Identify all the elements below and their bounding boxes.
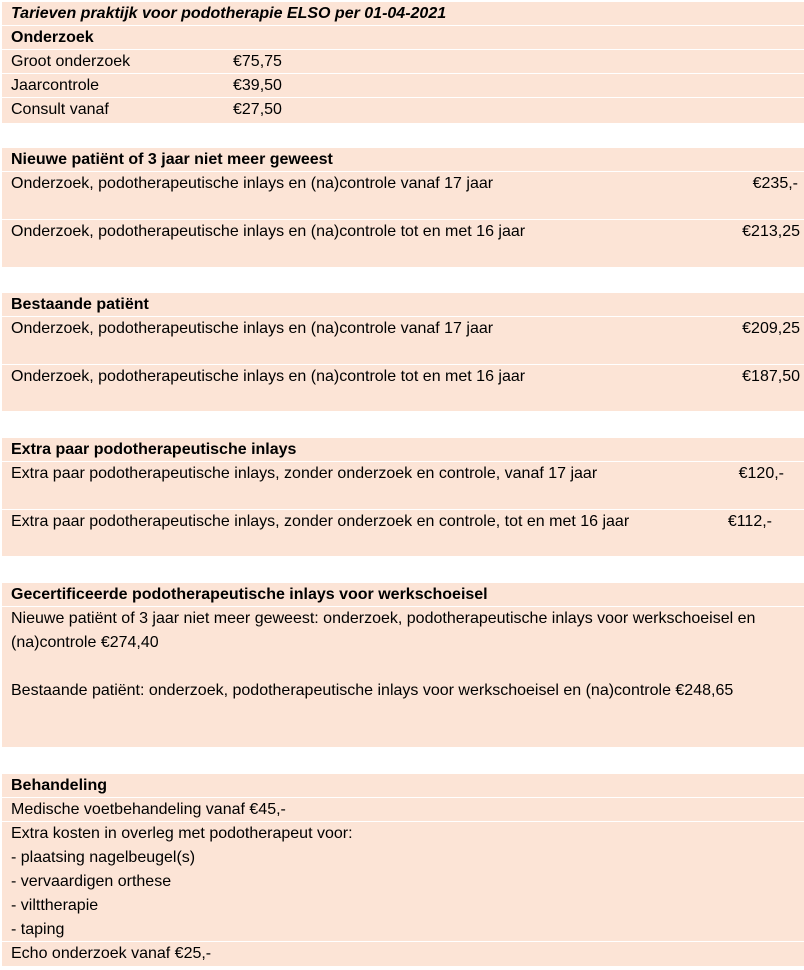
item-price: €39,50 bbox=[233, 77, 282, 94]
item-label: Extra paar podotherapeutische inlays, zonder onderzoek en controle, vanaf 17 jaar bbox=[11, 465, 598, 482]
item-label: Onderzoek, podotherapeutische inlays en (na)controle tot en met 16 jaar bbox=[11, 368, 526, 385]
section-heading: Behandeling bbox=[11, 777, 108, 794]
item-price: €209,25 bbox=[742, 320, 800, 337]
nieuwe-patient-section bbox=[2, 148, 804, 267]
item-price: €213,25 bbox=[742, 223, 800, 240]
section-heading-row bbox=[2, 148, 804, 172]
table-row bbox=[2, 74, 804, 98]
table-row bbox=[2, 462, 804, 510]
item-price: €120,- bbox=[738, 465, 784, 482]
werkschoeisel-new-patient-text: Nieuwe patiënt of 3 jaar niet meer geweest: onderzoek, podotherapeutische inlays voor werkschoeisel en (na)controle €274,40 bbox=[11, 610, 756, 651]
item-price: €75,75 bbox=[233, 53, 282, 70]
section-heading: Bestaande patiënt bbox=[11, 296, 149, 313]
behandeling-line: - taping bbox=[11, 921, 65, 938]
table-row bbox=[2, 172, 804, 220]
behandeling-line: - vilttherapie bbox=[11, 897, 99, 914]
behandeling-line: Echo onderzoek vanaf €25,- bbox=[11, 945, 212, 962]
section-heading: Onderzoek bbox=[11, 29, 94, 46]
list-item bbox=[2, 942, 804, 966]
section-heading-row bbox=[2, 438, 804, 462]
item-price: €112,- bbox=[727, 513, 772, 530]
table-row bbox=[2, 510, 804, 556]
item-label: Onderzoek, podotherapeutische inlays en (na)controle tot en met 16 jaar bbox=[11, 223, 526, 240]
item-label: Jaarcontrole bbox=[11, 77, 100, 94]
section-heading-row bbox=[2, 26, 804, 50]
table-row bbox=[2, 317, 804, 365]
section-heading-row bbox=[2, 774, 804, 798]
list-item bbox=[2, 798, 804, 822]
werkschoeisel-existing-patient-text: Bestaande patiënt: onderzoek, podotherapeutische inlays voor werkschoeisel en (na)controle €248,65 bbox=[11, 682, 734, 699]
item-price: €235,- bbox=[752, 175, 798, 192]
item-label: Groot onderzoek bbox=[11, 53, 131, 70]
table-row bbox=[2, 365, 804, 411]
behandeling-section bbox=[2, 774, 804, 966]
item-label: Extra paar podotherapeutische inlays, zonder onderzoek en controle, tot en met 16 jaar bbox=[11, 513, 630, 530]
section-heading: Gecertificeerde podotherapeutische inlays voor werkschoeisel bbox=[11, 586, 488, 603]
table-row bbox=[2, 50, 804, 74]
item-label: Onderzoek, podotherapeutische inlays en (na)controle vanaf 17 jaar bbox=[11, 175, 494, 192]
list-item bbox=[2, 918, 804, 942]
section-heading-row bbox=[2, 583, 804, 607]
behandeling-line: Medische voetbehandeling vanaf €45,- bbox=[11, 801, 286, 818]
list-item bbox=[2, 846, 804, 870]
list-item bbox=[2, 822, 804, 846]
section-heading: Nieuwe patiënt of 3 jaar niet meer geweest bbox=[11, 151, 333, 168]
behandeling-line: - vervaardigen orthese bbox=[11, 873, 172, 890]
bestaande-patient-section bbox=[2, 293, 804, 411]
section-heading-row bbox=[2, 293, 804, 317]
table-row bbox=[2, 98, 804, 122]
table-row bbox=[2, 220, 804, 267]
page-title: Tarieven praktijk voor podotherapie ELSO per 01-04-2021 bbox=[11, 5, 447, 22]
section-heading: Extra paar podotherapeutische inlays bbox=[11, 441, 297, 458]
extra-paar-section bbox=[2, 438, 804, 556]
item-label: Consult vanaf bbox=[11, 101, 109, 118]
behandeling-line: - plaatsing nagelbeugel(s) bbox=[11, 849, 196, 866]
onderzoek-section bbox=[2, 2, 804, 123]
list-item bbox=[2, 894, 804, 918]
item-price: €187,50 bbox=[742, 368, 800, 385]
item-price: €27,50 bbox=[233, 101, 282, 118]
list-item bbox=[2, 870, 804, 894]
werkschoeisel-section bbox=[2, 583, 804, 747]
title-row bbox=[2, 2, 804, 26]
behandeling-line: Extra kosten in overleg met podotherapeut voor: bbox=[11, 825, 353, 842]
item-label: Onderzoek, podotherapeutische inlays en (na)controle vanaf 17 jaar bbox=[11, 320, 494, 337]
